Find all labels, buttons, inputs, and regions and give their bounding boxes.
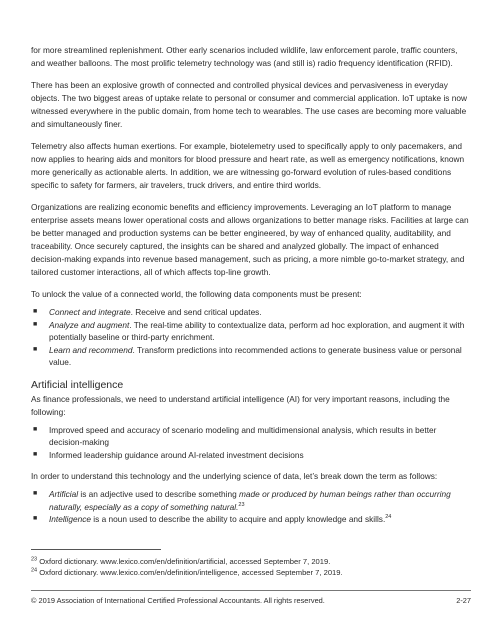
copyright-text: © 2019 Association of International Certified Professional Accountants. All rights reserved.	[31, 596, 325, 605]
bullet-icon: ■	[33, 308, 38, 315]
paragraph-economic-benefits: Organizations are realizing economic benefits and efficiency improvements. Leveraging an IoT platform to manage enterprise assets means lower operational costs and allows organizations to better manage risks. Facilities at large can be better managed and production systems can be better engineered, by way of enhanced quality, auditability, and traceability. Once securely captured, the insights can be shared and analyzed globally. The impact of enhanced decision-making expands into revenue based management, such as pricing, a more nimble go-to-market strategy, and tailored customer interactions, all of which affects top-line growth.	[31, 202, 469, 277]
definitions-list	[31, 488, 471, 526]
paragraph-data-components-intro: To unlock the value of a connected world, the following data components must be present:	[31, 289, 362, 299]
list-item: ■ Analyze and augment. The real-time ability to contextualize data, perform ad hoc exploration, and augment it with potentially baseline or third-party enrichment.	[33, 319, 465, 342]
paragraph-biotelemetry: Telemetry also affects human exertions. For example, biotelemetry used to specifically apply to only pacemakers, and now applies to hearing aids and monitors for blood pressure and heart rate, as well as emergency notifications, known more generically as actionable alerts. In addition, we are witnessing go-forward evolution of rules-based conditions specific to safety for farmers, air travelers, truck drivers, and entire third worlds.	[31, 141, 465, 190]
list-item: ■ Artificial is an adjective used to describe something made or produced by human beings rather than occurring naturally, especially as a copy of something natural.$^{23}$	[33, 489, 451, 512]
footnotes	[31, 556, 471, 578]
page-body	[31, 44, 471, 526]
list-item: ■ Intelligence is a noun used to describe the ability to acquire and apply knowledge and skills.$^{24}$	[33, 514, 392, 524]
paragraph-iot-growth: There has been an explosive growth of connected and controlled physical devices and pervasiveness in everyday objects. The two biggest areas of uptake relate to personal or consumer and commercial application. IoT uptake is now witnessed everywhere in the public domain, from home tech to wearables. The use cases are becoming more valuable and simultaneously finer.	[31, 80, 467, 129]
list-item: ■ Learn and recommend. Transform predictions into recommended actions to generate business value or personal value.	[33, 344, 462, 367]
footnote-ref[interactable]: 23	[238, 501, 245, 508]
footnote-ref[interactable]: 24	[385, 514, 392, 521]
page-footer	[31, 596, 471, 605]
paragraph-term-breakdown: In order to understand this technology and the underlying science of data, let’s break down the term as follows:	[31, 471, 438, 481]
section-heading-ai: Artificial intelligence	[31, 378, 124, 391]
bullet-icon: ■	[33, 320, 38, 328]
footnote: $^{24}$ Oxford dictionary. www.lexico.com/en/definition/intelligence, accessed September 7, 2019.	[31, 567, 343, 577]
list-item: ■ Informed leadership guidance around AI-related investment decisions	[33, 449, 304, 460]
bullet-icon: ■	[33, 515, 38, 522]
list-item: ■ Connect and integrate. Receive and send critical updates.	[33, 307, 262, 317]
ai-reasons-list	[31, 424, 471, 462]
list-item: ■ Improved speed and accuracy of scenario modeling and multidimensional analysis, which results in better decision-making	[33, 424, 437, 447]
footnote: $^{23}$ Oxford dictionary. www.lexico.com/en/definition/artificial, accessed September 7, 2019.	[31, 556, 331, 566]
bullet-icon: ■	[33, 345, 38, 353]
page-number: 2-27	[456, 596, 471, 605]
paragraph-telemetry-history: for more streamlined replenishment. Other early scenarios included wildlife, law enforcement parole, traffic counters, and weather balloons. The most prolific telemetry technology was (and still is) radio frequency identification (RFID).	[31, 45, 458, 68]
data-components-list	[31, 306, 471, 369]
footnote-divider	[31, 549, 161, 550]
bullet-icon: ■	[33, 450, 38, 458]
paragraph-ai-intro: As finance professionals, we need to understand artificial intelligence (AI) for very important reasons, including the following:	[31, 393, 450, 417]
bullet-icon: ■	[33, 425, 38, 433]
bullet-icon: ■	[33, 490, 38, 497]
footer-divider	[31, 590, 471, 591]
